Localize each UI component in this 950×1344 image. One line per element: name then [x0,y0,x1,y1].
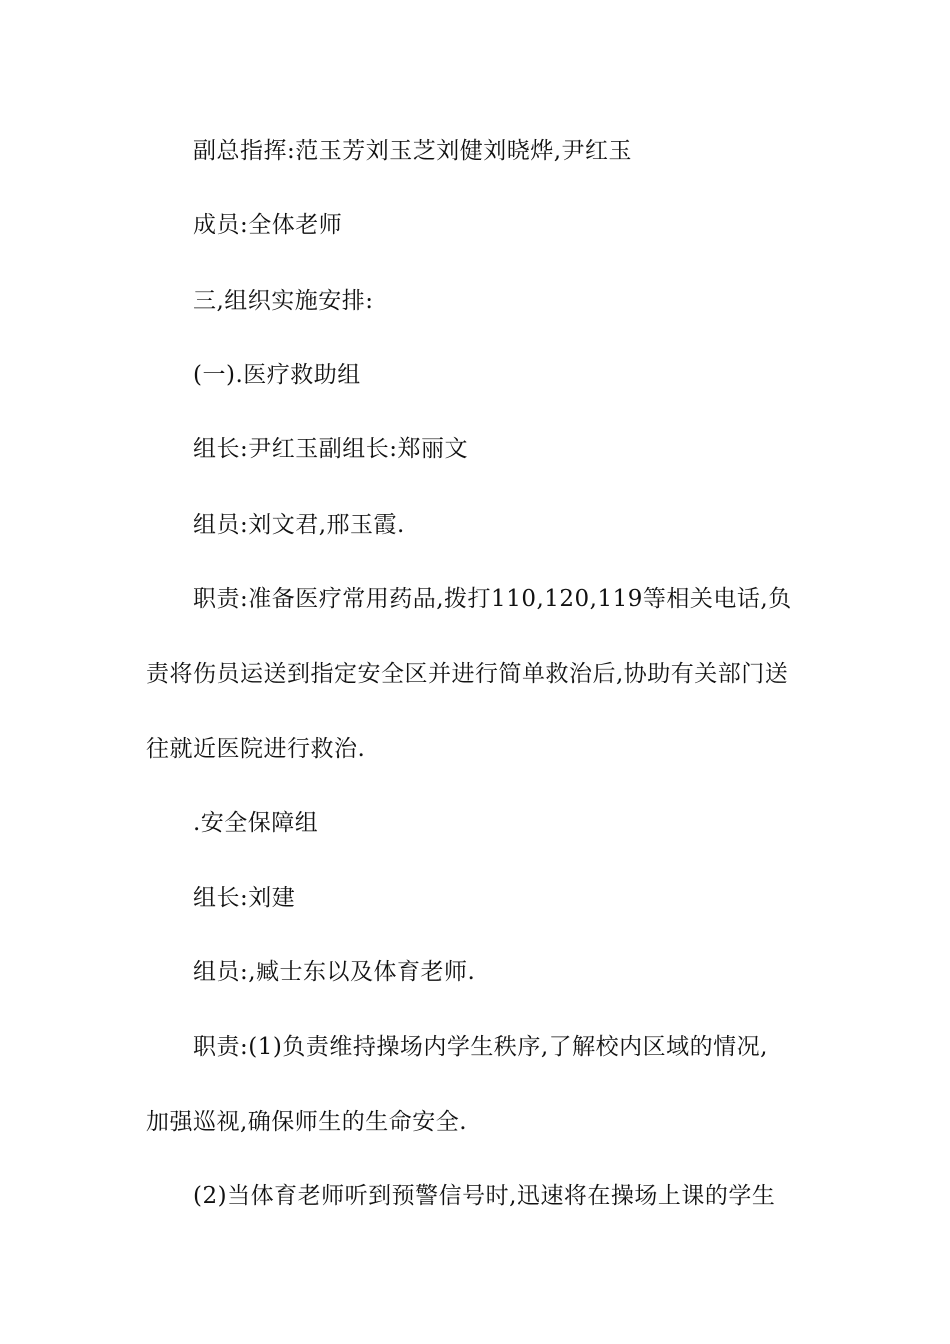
medical-duty-line-3: 往就近医院进行救治. [146,736,366,762]
deputy-commander-line: 副总指挥:范玉芳刘玉芝刘健刘晓烨,尹红玉 [193,138,633,164]
medical-members-line: 组员:刘文君,邢玉霞. [193,512,405,538]
security-members-line: 组员:,臧士东以及体育老师. [193,959,476,985]
subsection-heading-security: .安全保障组 [193,810,319,836]
medical-duty-line-1: 职责:准备医疗常用药品,拨打110,120,119等相关电话,负 [193,586,792,612]
security-duty-line-1: 职责:(1)负责维持操场内学生秩序,了解校内区域的情况, [193,1034,768,1060]
subsection-heading-medical: (一).医疗救助组 [193,362,361,388]
security-leader-line: 组长:刘建 [193,885,296,911]
medical-leader-line: 组长:尹红玉副组长:郑丽文 [193,436,468,462]
medical-duty-line-2: 责将伤员运送到指定安全区并进行简单救治后,协助有关部门送 [146,661,789,687]
security-duty-line-2: 加强巡视,确保师生的生命安全. [146,1109,468,1135]
members-line: 成员:全体老师 [193,212,343,238]
security-duty-line-3: (2)当体育老师听到预警信号时,迅速将在操场上课的学生 [193,1183,776,1209]
section-heading-organization: 三,组织实施安排: [193,288,374,314]
